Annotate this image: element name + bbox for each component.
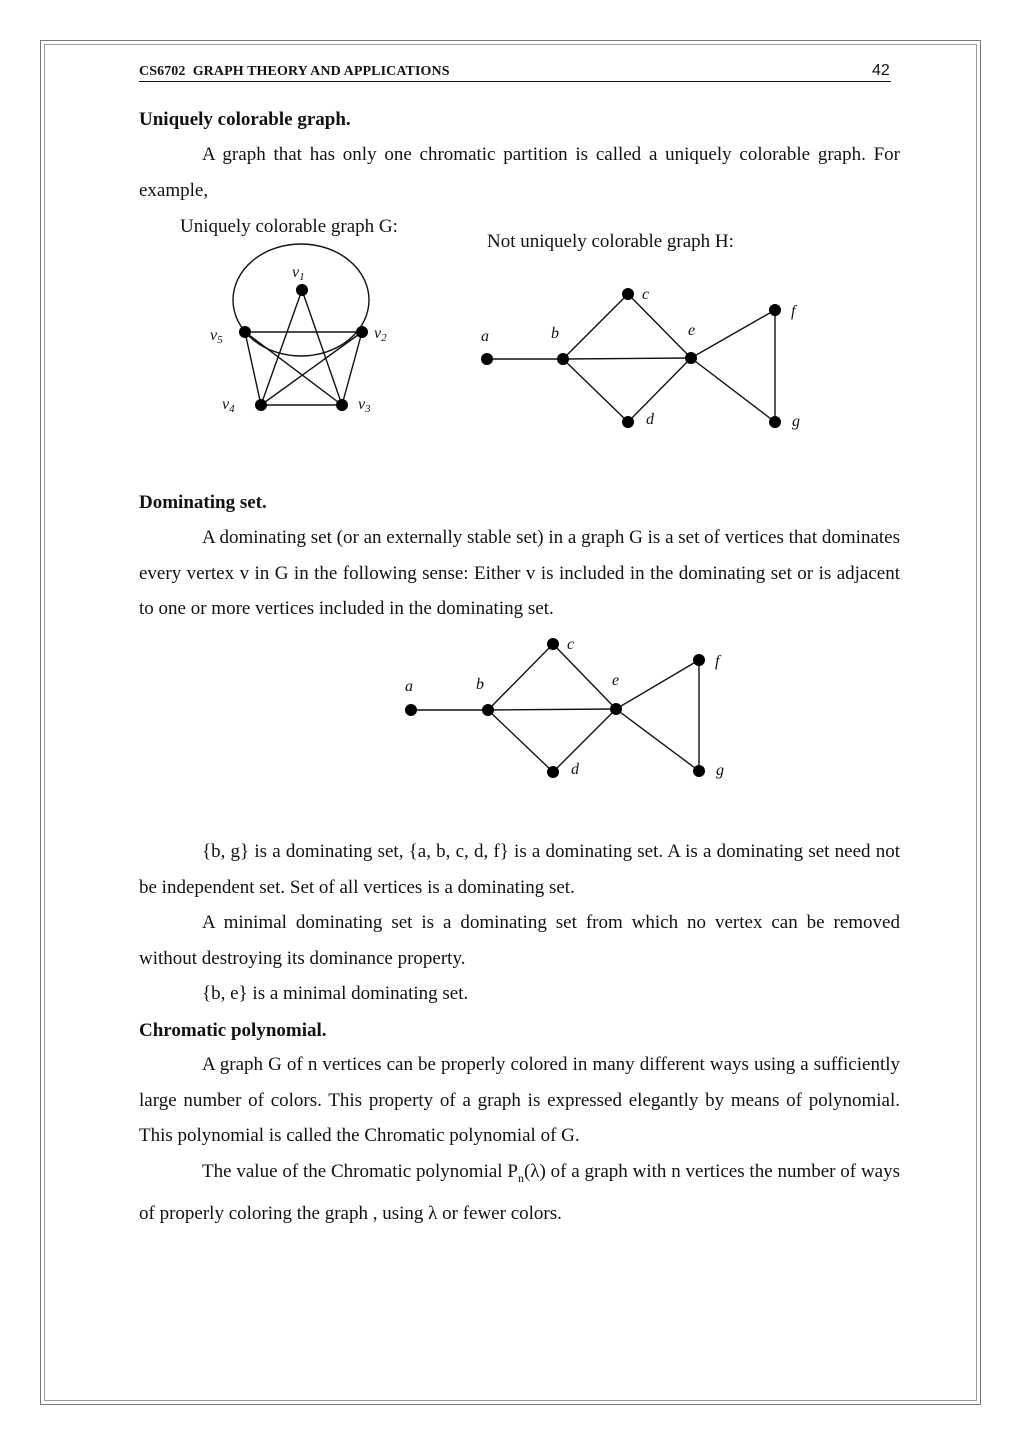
graph-dom-edge: [488, 644, 553, 710]
graph-dom-label: e: [612, 672, 620, 689]
caption-graph-g: Uniquely colorable graph G:: [180, 216, 398, 237]
graph-dom-vertex: [405, 704, 417, 716]
graph-h-label: b: [551, 325, 559, 342]
graph-h-label: a: [481, 328, 489, 345]
subscript-n: n: [517, 1170, 524, 1185]
graph-dom-label: g: [716, 762, 724, 779]
graph-dom-edge: [553, 709, 616, 772]
graph-dom-label: b: [476, 676, 484, 693]
graph-g-label: v3: [358, 396, 371, 415]
heading-uniquely-colorable: Uniquely colorable graph.: [139, 109, 351, 130]
graph-h-label: c: [642, 286, 650, 303]
graph-dom-edge: [488, 709, 616, 710]
graph-dom-vertex: [610, 703, 622, 715]
graph-dom-edge: [488, 710, 553, 772]
caption-graph-h: Not uniquely colorable graph H:: [487, 231, 734, 252]
para-dominating-examples: {b, g} is a dominating set, {a, b, c, d, f} is a dominating set. A is a dominating set need not be independent set. Set of all vertices is a dominating set.: [139, 841, 900, 898]
para-uniquely-colorable: A graph that has only one chromatic partition is called a uniquely colorable graph. For example,: [139, 144, 900, 201]
heading-chromatic-polynomial: Chromatic polynomial.: [139, 1020, 327, 1041]
graph-dom-label: a: [405, 678, 413, 695]
graph-dom-label: f: [715, 653, 720, 670]
graph-g-label: v5: [210, 327, 223, 346]
para-dominating-set: A dominating set (or an externally stable set) in a graph G is a set of vertices that dominates every vertex v in G in the following sense: Either v is included in the dominating set or is adjacent to one or more vertices included in the dominating set.: [139, 527, 900, 619]
para-chromatic-polynomial: A graph G of n vertices can be properly colored in many different ways using a sufficiently large number of colors. This property of a graph is expressed elegantly by means of polynomial. This polynomial is called the Chromatic polynomial of G.: [139, 1054, 900, 1146]
graph-g-label: v2: [374, 325, 387, 344]
graph-dom-label: c: [567, 636, 575, 653]
header-title: CS6702 GRAPH THEORY AND APPLICATIONS: [139, 64, 450, 79]
para-chromatic-value-start: The value of the Chromatic polynomial P: [202, 1161, 518, 1182]
para-chromatic-value-end: (λ) of a graph with n vertices the number of ways of properly coloring the graph , using λ or fewer colors.: [139, 1161, 900, 1225]
graph-dom-label: d: [571, 761, 579, 778]
para-chromatic-value: [139, 1154, 900, 1232]
graph-dom-vertex: [482, 704, 494, 716]
graph-dom-edge: [616, 709, 699, 771]
heading-dominating-set: Dominating set.: [139, 492, 267, 513]
graph-dom-vertex: [693, 654, 705, 666]
para-minimal-dominating: A minimal dominating set is a dominating set from which no vertex can be removed without destroying its dominance property.: [139, 912, 900, 969]
graph-h-label: g: [792, 413, 800, 430]
graph-h-label: e: [688, 322, 696, 339]
graph-h-label: f: [791, 303, 796, 320]
graph-dom-vertex: [693, 765, 705, 777]
graph-g-label: v4: [222, 396, 235, 415]
page-number: 42: [872, 62, 890, 79]
graph-dom-edge: [553, 644, 616, 709]
graph-dom-vertex: [547, 766, 559, 778]
graph-dom-vertex: [547, 638, 559, 650]
graph-h-label: d: [646, 411, 654, 428]
graph-g-label: v1: [292, 264, 305, 283]
graph-dom-edge: [616, 660, 699, 709]
para-minimal-example: {b, e} is a minimal dominating set.: [202, 983, 469, 1004]
